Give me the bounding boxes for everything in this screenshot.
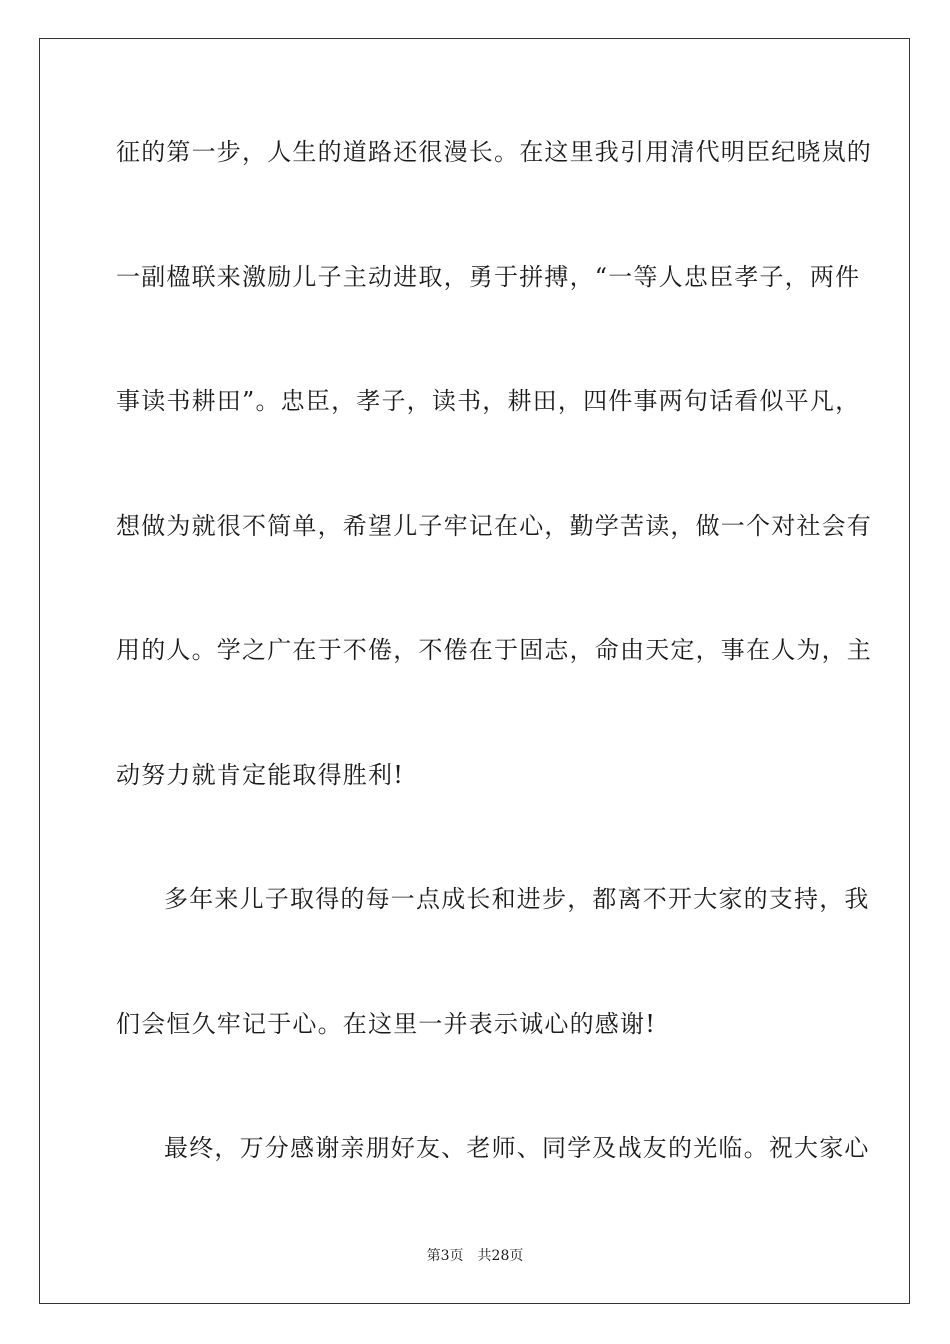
text-line: 一副楹联来激励儿子主动进取，勇于拼搏，“一等人忠臣孝子，两件 — [116, 263, 861, 291]
text-line: 用的人。学之广在于不倦，不倦在于固志，命由天定，事在人为，主 — [116, 636, 872, 664]
page-total: 共28页 — [477, 1248, 524, 1264]
page-number: 第3页 — [426, 1248, 464, 1264]
text-line: 想做为就很不简单，希望儿子牢记在心，勤学苦读，做一个对社会有 — [116, 512, 872, 540]
page-footer — [0, 1247, 950, 1265]
text-line: 动努力就肯定能取得胜利! — [116, 761, 405, 789]
text-line: 事读书耕田”。忠臣，孝子，读书，耕田，四件事两句话看似平凡， — [116, 387, 861, 415]
paragraph-first-line: 多年来儿子取得的每一点成长和进步，都离不开大家的支持，我 — [164, 885, 870, 913]
paragraph-first-line: 最终，万分感谢亲朋好友、老师、同学及战友的光临。祝大家心 — [164, 1134, 870, 1162]
page-frame — [39, 38, 910, 1304]
text-line: 们会恒久牢记于心。在这里一并表示诚心的感谢! — [116, 1010, 657, 1038]
text-line: 征的第一步，人生的道路还很漫长。在这里我引用清代明臣纪晓岚的 — [116, 138, 872, 166]
